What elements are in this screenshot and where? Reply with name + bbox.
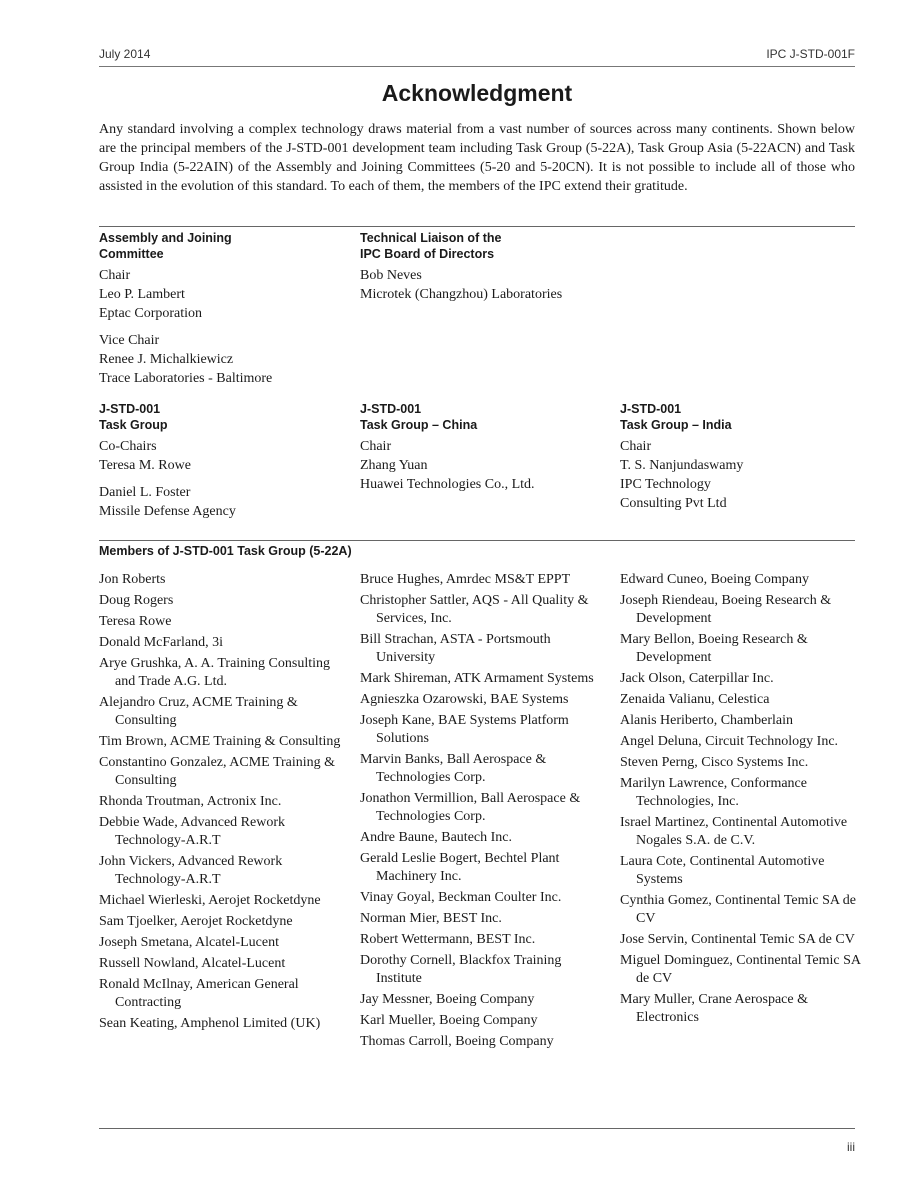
task-group-china-name: Zhang Yuan	[360, 458, 428, 473]
list-item: Christopher Sattler, AQS - All Quality & Services, Inc.	[360, 593, 589, 626]
list-item: Joseph Kane, BAE Systems Platform Solutions	[360, 713, 569, 746]
committee-heading-line1: Assembly and Joining	[99, 231, 232, 245]
list-item: Agnieszka Ozarowski, BAE Systems	[360, 692, 569, 707]
list-item: Miguel Dominguez, Continental Temic SA de CV	[620, 953, 861, 986]
list-item: Sean Keating, Amphenol Limited (UK)	[99, 1016, 321, 1031]
list-item: Angel Deluna, Circuit Technology Inc.	[620, 734, 839, 749]
task-group-china-org: Huawei Technologies Co., Ltd.	[360, 477, 535, 492]
task-group-india-role: Chair	[620, 439, 652, 454]
list-item: Zenaida Valianu, Celestica	[620, 692, 770, 707]
committee-heading	[99, 230, 349, 262]
intro-paragraph: Any standard involving a complex technology draws material from a vast number of sources across many continents. Shown below are the principal members of the J-STD-001 development team including Task Group (5-22A), Task Group Asia (5-22ACN) and Task Group India (5-22AIN) of the Assembly and Joining Committees (5-20 and 5-20CN). It is not possible to include all of those who assisted in the evolution of this standard. To each of them, the members of the IPC extend their gratitude.	[99, 122, 855, 194]
list-item: Bill Strachan, ASTA - Portsmouth University	[360, 632, 551, 665]
liaison-heading-line1: Technical Liaison of the	[360, 231, 502, 245]
committee-block	[99, 230, 349, 388]
list-item: Mark Shireman, ATK Armament Systems	[360, 671, 594, 686]
header-date: July 2014	[99, 47, 151, 61]
footer-rule	[99, 1128, 855, 1129]
list-item: Sam Tjoelker, Aerojet Rocketdyne	[99, 914, 293, 929]
task-group-china-heading-line1: J-STD-001	[360, 402, 422, 416]
members-column-1	[99, 571, 349, 1036]
list-item: Karl Mueller, Boeing Company	[360, 1013, 538, 1028]
list-item: Steven Perng, Cisco Systems Inc.	[620, 755, 809, 770]
members-list-1	[99, 571, 349, 1033]
list-item: Israel Martinez, Continental Automotive Nogales S.A. de C.V.	[620, 815, 848, 848]
task-group-india-org-line1: IPC Technology	[620, 477, 711, 492]
liaison-org: Microtek (Changzhou) Laboratories	[360, 287, 563, 302]
task-group-heading	[99, 401, 349, 433]
task-group-role: Co-Chairs	[99, 439, 157, 454]
list-item: Tim Brown, ACME Training & Consulting	[99, 734, 341, 749]
list-item: Dorothy Cornell, Blackfox Training Institute	[360, 953, 562, 986]
list-item: Bruce Hughes, Amrdec MS&T EPPT	[360, 572, 571, 587]
list-item: Donald McFarland, 3i	[99, 635, 224, 650]
list-item: Thomas Carroll, Boeing Company	[360, 1034, 554, 1049]
list-item: Marvin Banks, Ball Aerospace & Technologies Corp.	[360, 752, 547, 785]
task-group-india-org-line2: Consulting Pvt Ltd	[620, 496, 727, 511]
list-item: Ronald McIlnay, American General Contracting	[99, 977, 299, 1010]
list-item: Doug Rogers	[99, 593, 174, 608]
list-item: John Vickers, Advanced Rework Technology-A.R.T	[99, 854, 283, 887]
committee-vice-role: Vice Chair	[99, 333, 160, 348]
list-item: Mary Muller, Crane Aerospace & Electronics	[620, 992, 808, 1025]
liaison-block	[360, 230, 610, 304]
task-group-india-heading	[620, 401, 870, 433]
list-item: Teresa Rowe	[99, 614, 172, 629]
task-group-china-heading-line2: Task Group – China	[360, 418, 478, 432]
list-item: Rhonda Troutman, Actronix Inc.	[99, 794, 282, 809]
members-heading: Members of J-STD-001 Task Group (5-22A)	[99, 544, 352, 558]
members-column-3	[620, 571, 870, 1030]
list-item: Alejandro Cruz, ACME Training & Consulting	[99, 695, 298, 728]
list-item: Jack Olson, Caterpillar Inc.	[620, 671, 774, 686]
task-group-org2: Missile Defense Agency	[99, 504, 236, 519]
task-group-india-heading-line1: J-STD-001	[620, 402, 682, 416]
list-item: Robert Wettermann, BEST Inc.	[360, 932, 536, 947]
members-list-3	[620, 571, 870, 1027]
list-item: Norman Mier, BEST Inc.	[360, 911, 502, 926]
list-item: Alanis Heriberto, Chamberlain	[620, 713, 794, 728]
header-doc-id: IPC J-STD-001F	[766, 47, 855, 61]
list-item: Jose Servin, Continental Temic SA de CV	[620, 932, 855, 947]
list-item: Jon Roberts	[99, 572, 166, 587]
list-item: Jay Messner, Boeing Company	[360, 992, 535, 1007]
list-item: Michael Wierleski, Aerojet Rocketdyne	[99, 893, 321, 908]
committee-heading-line2: Committee	[99, 247, 164, 261]
task-group-india-block	[620, 401, 870, 513]
members-rule	[99, 540, 855, 541]
committee-chair-role: Chair	[99, 268, 131, 283]
task-group-heading-line2: Task Group	[99, 418, 168, 432]
task-group-india-heading-line2: Task Group – India	[620, 418, 732, 432]
committee-vice-org: Trace Laboratories - Baltimore	[99, 371, 273, 386]
list-item: Constantino Gonzalez, ACME Training & Consulting	[99, 755, 336, 788]
list-item: Jonathon Vermillion, Ball Aerospace & Technologies Corp.	[360, 791, 581, 824]
list-item: Andre Baune, Bautech Inc.	[360, 830, 512, 845]
task-group-name1: Teresa M. Rowe	[99, 458, 191, 473]
list-item: Gerald Leslie Bogert, Bechtel Plant Machinery Inc.	[360, 851, 560, 884]
task-group-china-role: Chair	[360, 439, 392, 454]
task-group-china-block	[360, 401, 610, 494]
task-group-india-name: T. S. Nanjundaswamy	[620, 458, 744, 473]
task-group-china-heading	[360, 401, 610, 433]
liaison-name: Bob Neves	[360, 268, 422, 283]
list-item: Laura Cote, Continental Automotive Systems	[620, 854, 825, 887]
list-item: Mary Bellon, Boeing Research & Development	[620, 632, 808, 665]
task-group-name2: Daniel L. Foster	[99, 485, 191, 500]
list-item: Joseph Riendeau, Boeing Research & Development	[620, 593, 832, 626]
header-rule	[99, 66, 855, 67]
list-item: Russell Nowland, Alcatel-Lucent	[99, 956, 286, 971]
section-rule	[99, 226, 855, 227]
page-number: iii	[847, 1140, 855, 1154]
list-item: Joseph Smetana, Alcatel-Lucent	[99, 935, 279, 950]
committee-chair-name: Leo P. Lambert	[99, 287, 185, 302]
liaison-heading	[360, 230, 610, 262]
list-item: Arye Grushka, A. A. Training Consulting and Trade A.G. Ltd.	[99, 656, 331, 689]
page-title: Acknowledgment	[381, 80, 573, 106]
list-item: Vinay Goyal, Beckman Coulter Inc.	[360, 890, 562, 905]
members-column-2	[360, 571, 610, 1054]
list-item: Cynthia Gomez, Continental Temic SA de CV	[620, 893, 856, 926]
committee-vice-name: Renee J. Michalkiewicz	[99, 352, 234, 367]
committee-chair-org: Eptac Corporation	[99, 306, 203, 321]
list-item: Edward Cuneo, Boeing Company	[620, 572, 809, 587]
list-item: Debbie Wade, Advanced Rework Technology-A.R.T	[99, 815, 285, 848]
members-list-2	[360, 571, 610, 1051]
list-item: Marilyn Lawrence, Conformance Technologies, Inc.	[620, 776, 807, 809]
liaison-heading-line2: IPC Board of Directors	[360, 247, 495, 261]
task-group-block	[99, 401, 349, 521]
task-group-heading-line1: J-STD-001	[99, 402, 161, 416]
